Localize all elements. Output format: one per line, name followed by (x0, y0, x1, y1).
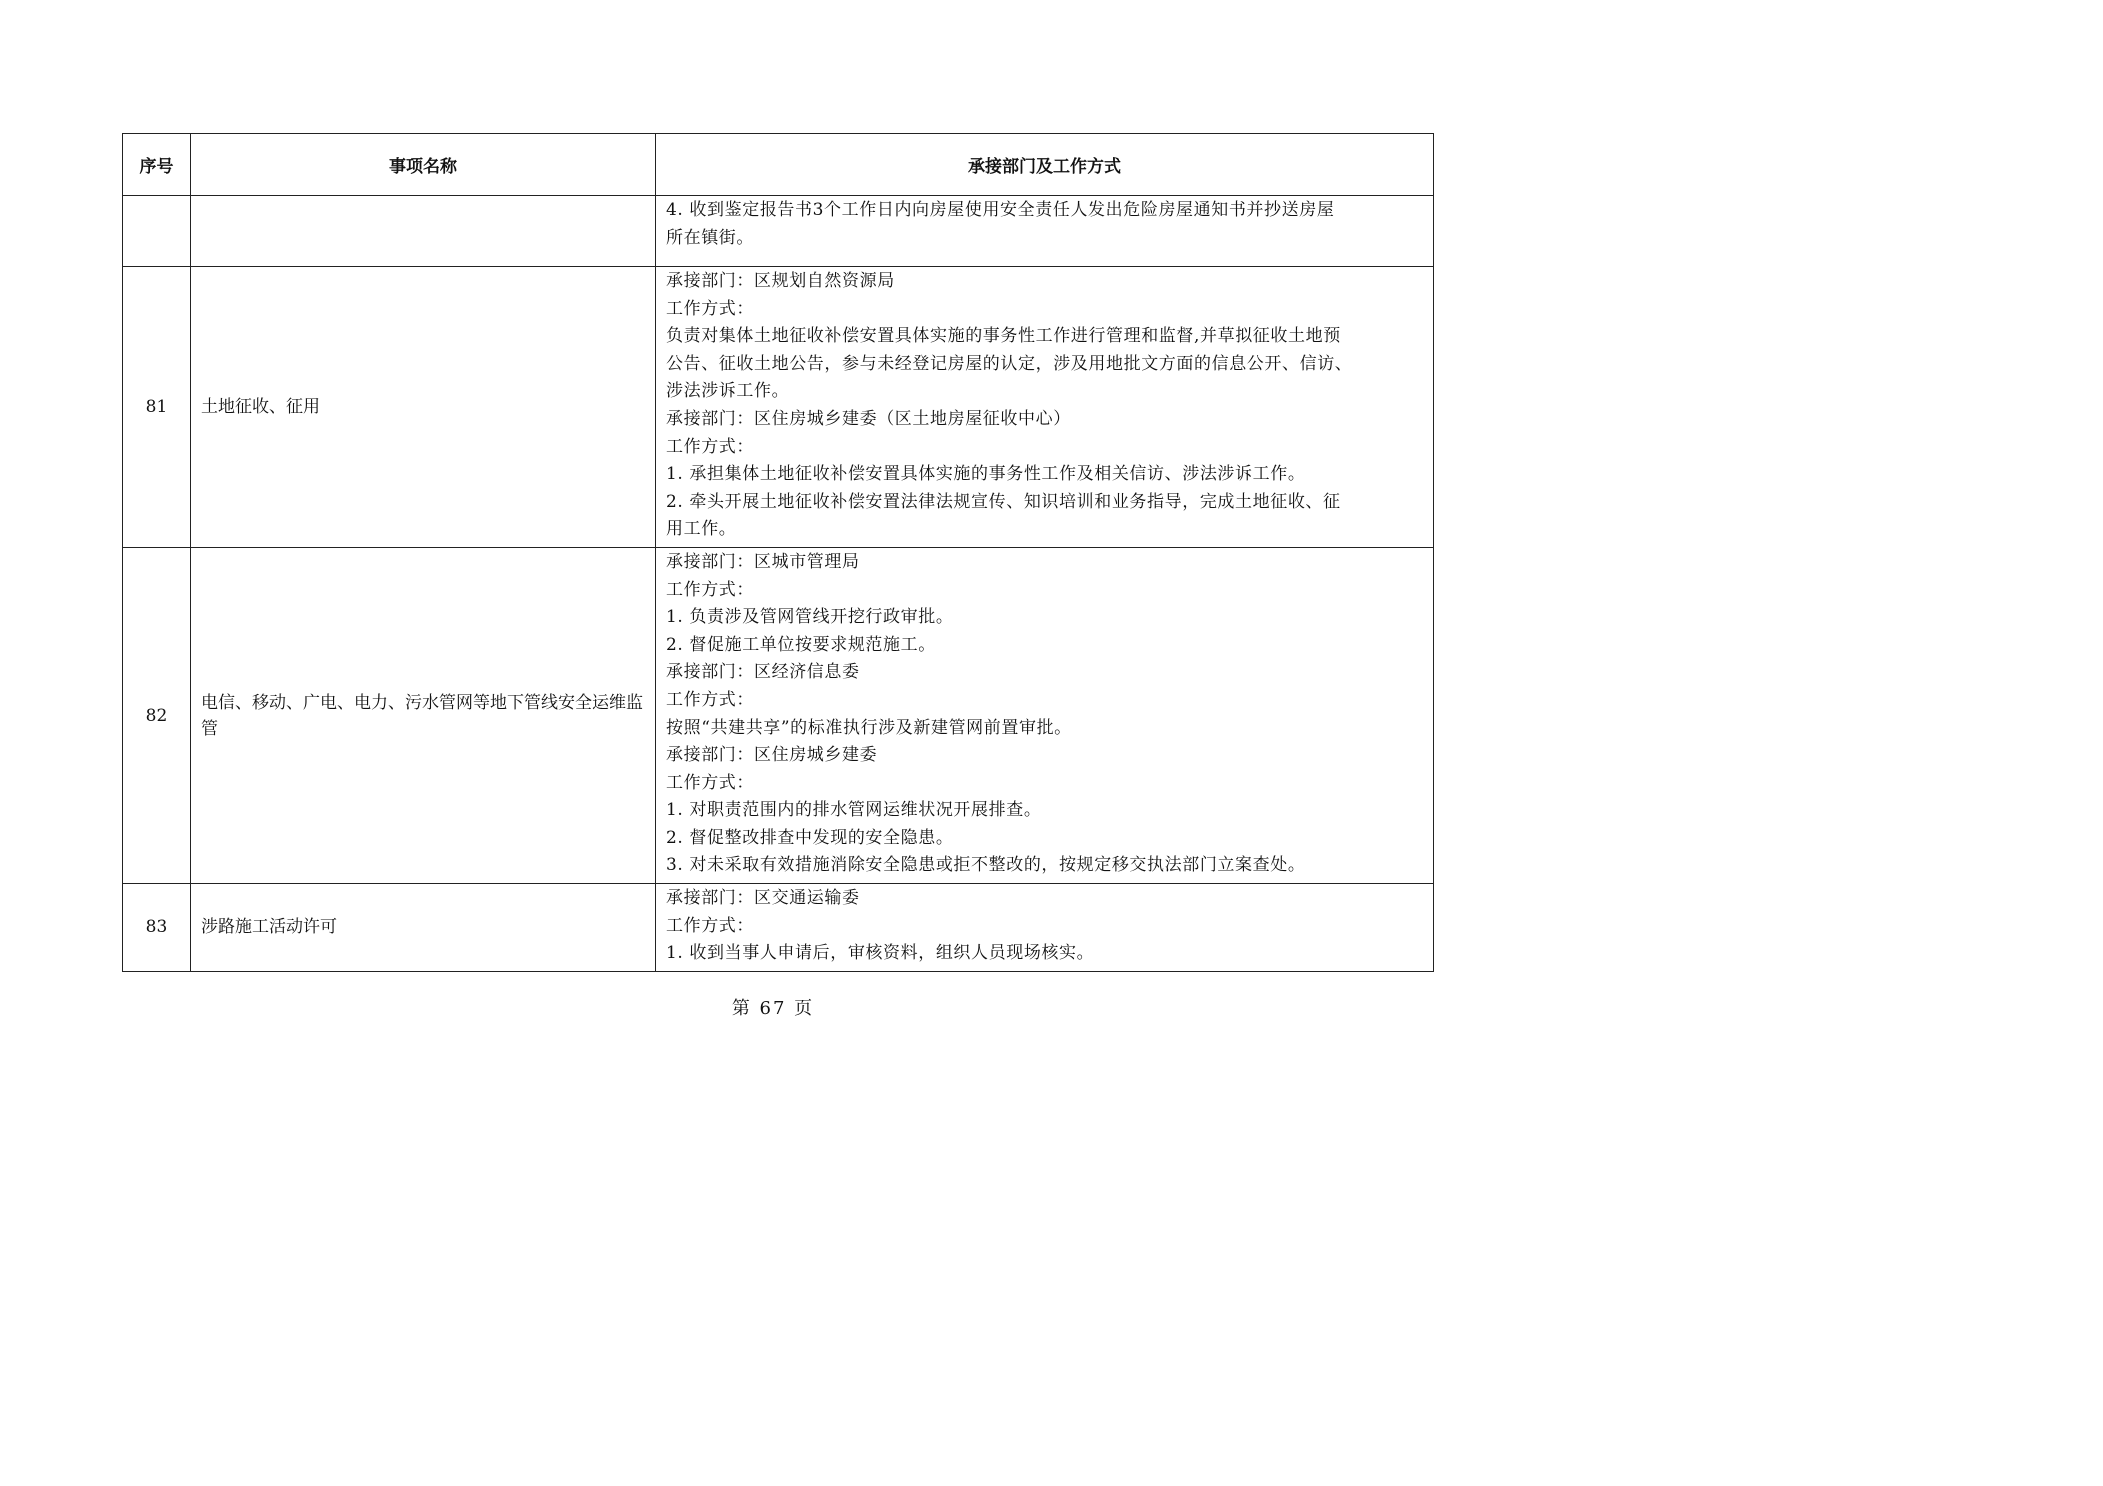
method-line: 1. 收到当事人申请后，审核资料，组织人员现场核实。 (666, 943, 1095, 964)
method-line: 2. 督促施工单位按要求规范施工。 (666, 634, 936, 655)
row-serial-number: 82 (123, 547, 191, 883)
method-line: 2. 牵头开展土地征收补偿安置法律法规宣传、知识培训和业务指导，完成土地征收、征 (666, 491, 1341, 512)
method-line: 承接部门：区住房城乡建委 (666, 745, 878, 766)
method-line: 3. 对未采取有效措施消除安全隐患或拒不整改的，按规定移交执法部门立案查处。 (666, 855, 1306, 876)
header-serial-number: 序号 (123, 134, 191, 196)
method-line: 公告、征收土地公告，参与未经登记房屋的认定，涉及用地批文方面的信息公开、信访、 (666, 353, 1353, 374)
row-matter-name (191, 196, 656, 267)
method-line: 工作方式： (666, 689, 754, 710)
method-line: 1. 承担集体土地征收补偿安置具体实施的事务性工作及相关信访、涉法涉诉工作。 (666, 464, 1306, 485)
method-line: 工作方式： (666, 772, 754, 793)
table-row-81 (123, 267, 1434, 548)
method-line: 1. 对职责范围内的排水管网运维状况开展排查。 (666, 800, 1042, 821)
method-line: 2. 督促整改排查中发现的安全隐患。 (666, 827, 954, 848)
row-serial-number: 83 (123, 884, 191, 972)
table-row-continuation (123, 196, 1434, 267)
row-matter-name: 电信、移动、广电、电力、污水管网等地下管线安全运维监管 (191, 547, 656, 883)
table-header-row (123, 134, 1434, 196)
method-line: 4. 收到鉴定报告书3个工作日内向房屋使用安全责任人发出危险房屋通知书并抄送房屋 (666, 200, 1335, 220)
table-row-83 (123, 884, 1434, 972)
method-line: 工作方式： (666, 915, 754, 936)
row-serial-number (123, 196, 191, 267)
table-row-82 (123, 547, 1434, 883)
row-matter-name: 涉路施工活动许可 (191, 884, 656, 972)
method-line: 工作方式： (666, 579, 754, 600)
row-department-method (656, 547, 1434, 883)
row-department-method (656, 196, 1434, 267)
method-line: 1. 负责涉及管网管线开挖行政审批。 (666, 607, 954, 628)
method-line: 按照“共建共享”的标准执行涉及新建管网前置审批。 (666, 717, 1072, 738)
method-line: 工作方式： (666, 436, 754, 457)
method-line: 所在镇街。 (666, 227, 754, 248)
method-line: 承接部门：区住房城乡建委（区土地房屋征收中心） (666, 408, 1071, 429)
header-department-and-method: 承接部门及工作方式 (656, 134, 1434, 196)
method-line: 用工作。 (666, 519, 737, 540)
row-matter-name: 土地征收、征用 (191, 267, 656, 548)
row-department-method (656, 884, 1434, 972)
method-line: 承接部门：区经济信息委 (666, 662, 860, 683)
method-line: 涉法涉诉工作。 (666, 381, 790, 402)
method-line: 承接部门：区城市管理局 (666, 551, 860, 572)
method-line: 承接部门：区交通运输委 (666, 888, 860, 909)
matters-table (122, 133, 1434, 972)
method-line: 负责对集体土地征收补偿安置具体实施的事务性工作进行管理和监督,并草拟征收土地预 (666, 326, 1341, 347)
row-department-method (656, 267, 1434, 548)
method-line: 承接部门：区规划自然资源局 (666, 271, 895, 291)
page-number: 第 67 页 (731, 998, 815, 1019)
method-line: 工作方式： (666, 298, 754, 319)
row-serial-number: 81 (123, 267, 191, 548)
header-matter-name: 事项名称 (191, 134, 656, 196)
